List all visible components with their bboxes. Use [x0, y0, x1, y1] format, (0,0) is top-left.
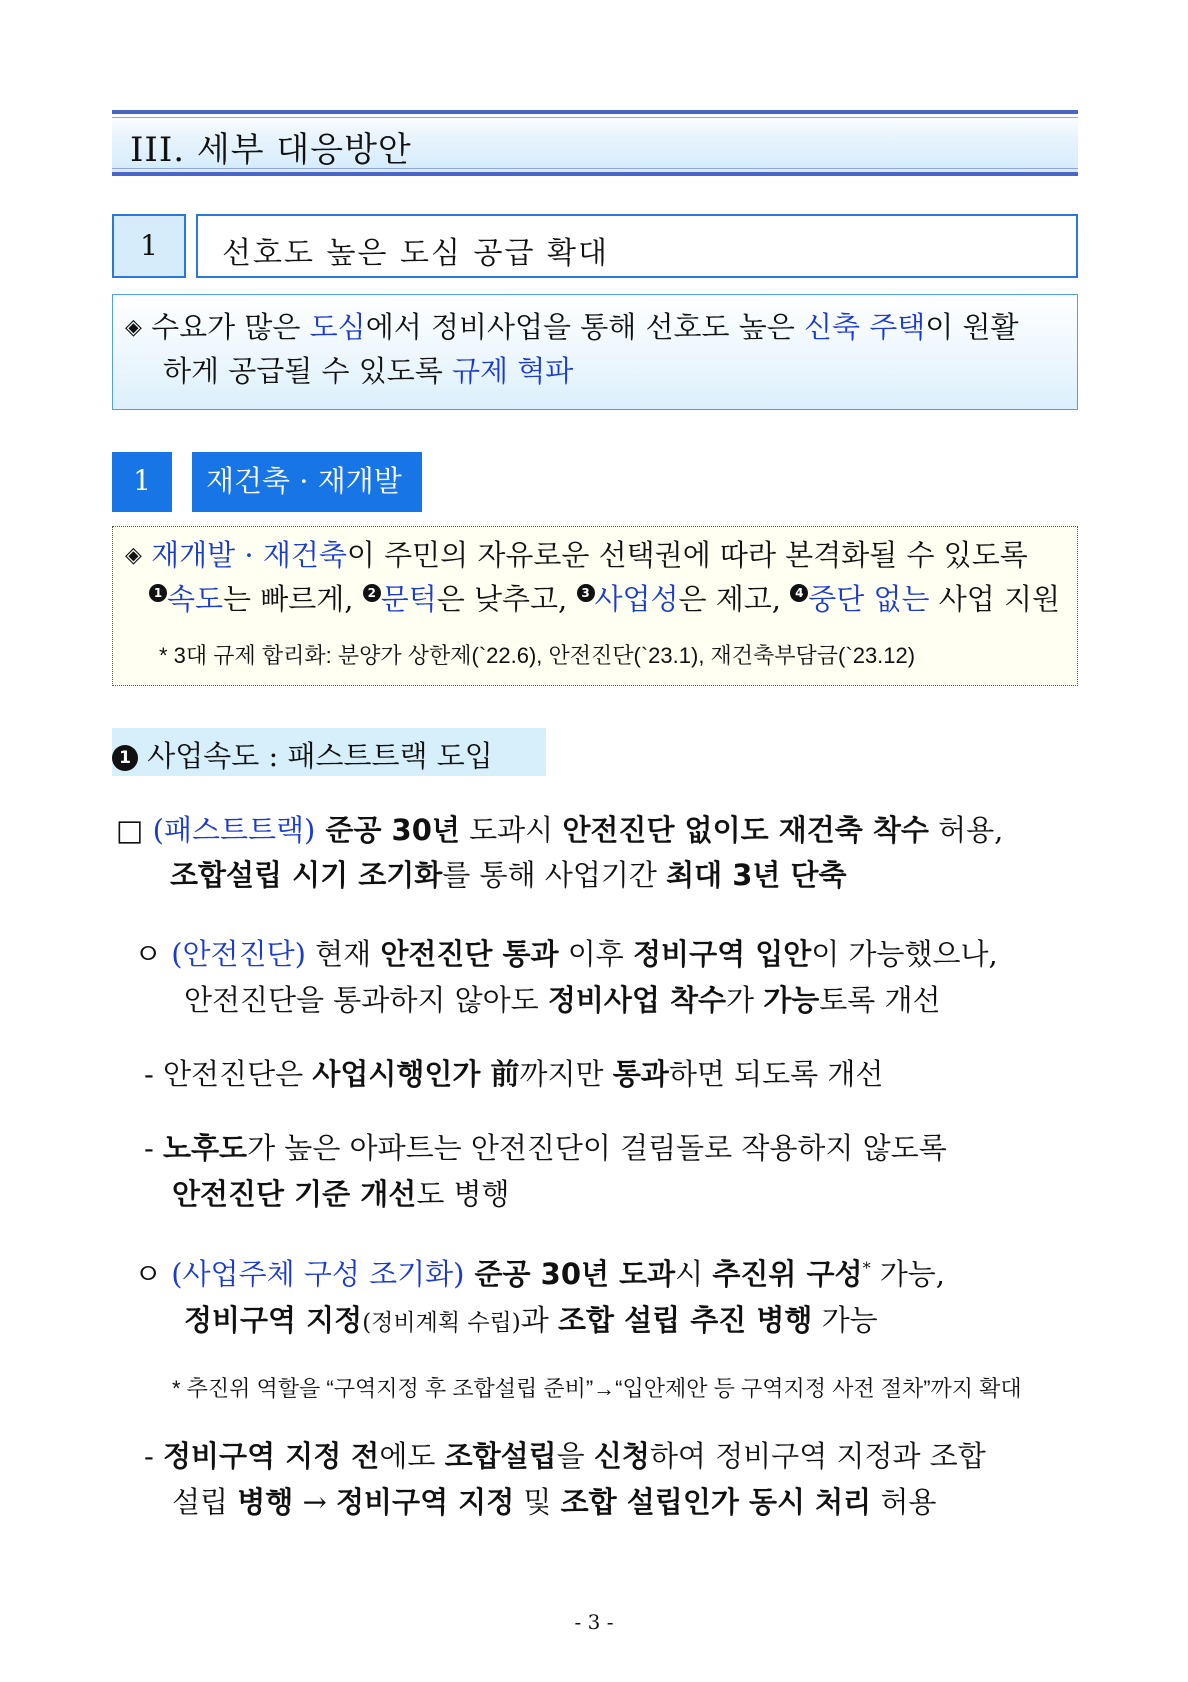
p3-bold: 통과	[612, 1057, 669, 1091]
p3-line	[144, 1052, 883, 1093]
p1-line-2	[170, 853, 847, 894]
p6-text: 설립	[172, 1485, 238, 1519]
p6-bold: 정비구역 지정 전	[163, 1439, 380, 1473]
summary-text: 하게 공급될 수 있도록	[163, 354, 452, 388]
p1-text: 를 통해 사업기간	[442, 858, 667, 892]
p6-line-2	[172, 1480, 936, 1521]
section-title: III. 세부 대응방안	[130, 130, 412, 170]
summary-text: 에서 정비사업을 통해 선호도 높은	[365, 310, 804, 344]
p1-line-1	[116, 808, 1003, 849]
p5-small: (정비계획 수립)	[362, 1310, 521, 1336]
p6-text: 을	[556, 1439, 594, 1473]
p6-text: 허용	[871, 1485, 937, 1519]
p2-bold: 정비구역 입안	[633, 937, 812, 971]
p6-text: 에도	[379, 1439, 445, 1473]
policy-highlight: 재개발 · 재건축	[151, 538, 347, 572]
p1-bold: 최대 3년 단축	[666, 858, 847, 892]
p5-bold: 준공 30년 도과	[464, 1257, 676, 1291]
p6-bold: 병행	[237, 1485, 294, 1519]
p1-bold: 안전진단 없이도 재건축 착수	[562, 813, 929, 847]
policy-text: 이 주민의 자유로운 선택권에 따라 본격화될 수 있도록	[346, 538, 1028, 572]
p6-text: →	[293, 1485, 337, 1519]
heading-fasttrack	[112, 728, 546, 776]
p5-note: * 추진위 역할을 “구역지정 후 조합설립 준비”→“입안제안 등 구역지정 사전 절차”까지 확대	[172, 1376, 1022, 1401]
p2-text: 가	[726, 983, 764, 1017]
p5-bold: 조합 설립 추진 병행	[558, 1303, 813, 1337]
p1-bold: 조합설립 시기 조기화	[170, 858, 443, 892]
p2-text: 현재	[305, 937, 381, 971]
subsection-title-box	[196, 214, 1078, 278]
policy-text: 사업 지원	[929, 582, 1061, 616]
p5-text: 가능,	[870, 1257, 946, 1291]
p2-bold: 안전진단 통과	[380, 937, 559, 971]
p4-line-1	[144, 1126, 947, 1167]
p2-line-1	[134, 932, 998, 973]
p5-line-1	[134, 1252, 945, 1293]
number-1-icon: 1	[112, 745, 138, 771]
summary-highlight: 도심	[309, 310, 366, 344]
policy-text: 은 제고,	[678, 582, 791, 616]
p6-line-1	[144, 1434, 986, 1475]
policy-text: 은 낮추고,	[436, 582, 577, 616]
summary-text: 수요가 많은	[151, 310, 310, 344]
p6-text: 하여 정비구역 지정과 조합	[649, 1439, 986, 1473]
p2-bold: 정비사업 착수	[547, 983, 727, 1017]
p3-bold: 사업시행인가 前	[312, 1057, 520, 1091]
summary-box	[112, 294, 1078, 410]
diamond-bullet-icon: ◈	[125, 315, 142, 340]
p6-text: 및	[514, 1485, 561, 1519]
item-label: 재건축 · 재개발	[192, 452, 422, 512]
p5-text: 가능	[812, 1303, 878, 1337]
p4-bold: 안전진단 기준 개선	[172, 1177, 417, 1211]
p5-bold: 추진위 구성	[712, 1257, 863, 1291]
policy-line-2	[149, 577, 1060, 618]
p6-bold: 조합설립	[444, 1439, 557, 1473]
heading-text: 사업속도 : 패스트트랙 도입	[147, 739, 493, 773]
p6-bold: 조합 설립인가 동시 처리	[560, 1485, 872, 1519]
checkbox-bullet-icon: □	[116, 813, 144, 847]
p5-line-2	[184, 1298, 878, 1339]
p6-bold: 정비구역 지정	[336, 1485, 515, 1519]
p1-tag: (패스트트랙)	[152, 813, 316, 847]
policy-box	[112, 526, 1078, 686]
p5-text: 시	[675, 1257, 713, 1291]
p5-text: 과	[520, 1303, 558, 1337]
number-3-icon: 3	[577, 584, 595, 602]
item-number: 1	[112, 452, 172, 512]
p4-bold: 노후도	[163, 1131, 248, 1165]
dash-bullet: -	[144, 1057, 154, 1091]
summary-highlight: 규제 혁파	[452, 354, 574, 388]
p4-text: 도 병행	[416, 1177, 510, 1211]
policy-highlight: 속도	[167, 582, 224, 616]
subsection-title: 선호도 높은 도심 공급 확대	[222, 236, 609, 271]
circle-bullet-icon: ㅇ	[134, 1257, 163, 1291]
diamond-bullet-icon: ◈	[125, 543, 142, 568]
p4-line-2	[172, 1172, 510, 1213]
policy-line-1	[125, 533, 1028, 574]
p2-text: 이 가능했으나,	[811, 937, 998, 971]
circle-bullet-icon: ㅇ	[134, 937, 163, 971]
p1-text: 도과시	[459, 813, 563, 847]
page-number: - 3 -	[574, 1610, 614, 1634]
number-1-icon: 1	[149, 584, 167, 602]
policy-text: 는 빠르게,	[223, 582, 363, 616]
heading-line	[112, 734, 493, 775]
policy-highlight: 중단 없는	[808, 582, 930, 616]
dash-bullet: -	[144, 1439, 154, 1473]
dash-bullet: -	[144, 1131, 154, 1165]
p2-bold: 가능	[763, 983, 820, 1017]
subsection-number: 1	[112, 214, 186, 278]
summary-line-2	[163, 349, 573, 390]
footnote-mark: *	[862, 1258, 871, 1278]
policy-highlight: 문턱	[380, 582, 437, 616]
p2-text: 안전진단을 통과하지 않아도	[184, 983, 548, 1017]
summary-line-1	[125, 305, 1019, 346]
p3-text: 까지만	[519, 1057, 613, 1091]
p2-tag: (안전진단)	[171, 937, 306, 971]
p5-tag: (사업주체 구성 조기화)	[171, 1257, 465, 1291]
number-4-icon: 4	[790, 584, 808, 602]
summary-highlight: 신축 주택	[803, 310, 926, 344]
p2-text: 이후	[558, 937, 634, 971]
p1-bold: 준공 30년	[315, 813, 460, 847]
section-header	[112, 110, 1078, 176]
p1-text: 허용,	[928, 813, 1004, 847]
p2-text: 토록 개선	[819, 983, 941, 1017]
policy-note: * 3대 규제 합리화: 분양가 상한제(`22.6), 안전진단(`23.1), 재건축부담금(`23.12)	[159, 643, 916, 668]
p6-bold: 신청	[593, 1439, 650, 1473]
number-2-icon: 2	[363, 584, 381, 602]
p3-text: 안전진단은	[163, 1057, 313, 1091]
policy-highlight: 사업성	[594, 582, 679, 616]
p2-line-2	[184, 978, 941, 1019]
p3-text: 하면 되도록 개선	[668, 1057, 884, 1091]
summary-text: 이 원활	[925, 310, 1019, 344]
p4-text: 가 높은 아파트는 안전진단이 걸림돌로 작용하지 않도록	[247, 1131, 947, 1165]
p5-bold: 정비구역 지정	[184, 1303, 363, 1337]
